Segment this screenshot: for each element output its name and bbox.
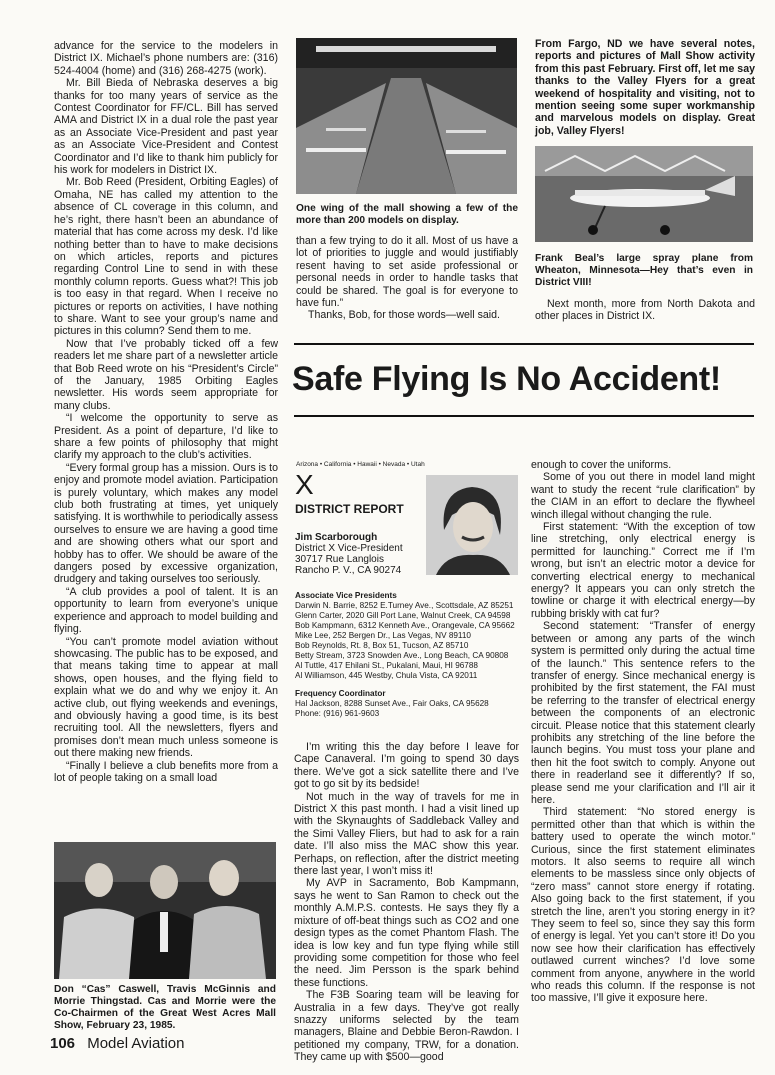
paragraph: “Every formal group has a mission. Ours is to enjoy and promote model aviation. Participation is purely voluntary, which makes any model club both frustrating at times, yet uniquely satisfying. It is worthwhile to periodically assess ourselves to ensure we are having a good time and are showing others what our sport and hobby has to offer. We should be aware of the dangers posed by excessive organization, drudgery and taking ourselves too seriously. — [54, 461, 278, 586]
frequency-heading: Frequency Coordinator — [295, 689, 386, 698]
photo-caption-three-men: Don “Cas” Caswell, Travis McGinnis and Morrie Thingstad. Cas and Morrie were the Co-Chairmen of the Great West Acres Mall Show, February 23, 1985. — [54, 984, 276, 1031]
column-3-outro — [535, 298, 755, 323]
avp-heading: Associate Vice Presidents — [295, 591, 397, 600]
paragraph: Next month, more from North Dakota and other places in District IX. — [535, 298, 755, 323]
avp-entry: Bob Reynolds, Rt. 8, Box 51, Tucson, AZ 85710 — [295, 641, 469, 650]
frequency-entry: Hal Jackson, 8288 Sunset Ave., Fair Oaks, CA 95628 — [295, 699, 489, 708]
headline-rule-top — [294, 343, 754, 345]
page-footer — [50, 1035, 185, 1052]
paragraph: I’m writing this the day before I leave for Cape Canaveral. I’m going to spend 30 days there. We’ve got a sick satellite there and I’ve got to go sit by its bedside! — [294, 741, 519, 791]
paragraph: enough to cover the uniforms. — [531, 459, 672, 471]
avp-list — [295, 591, 520, 719]
paragraph: “You can’t promote model aviation without showcasing. The public has to be exposed, and that means taking time to appear at mall shows, open houses, and the flying field to explain what we do and why we enjoy it. An active club, out flying weekends and evenings, and obviously having a good time, is its best recruiting tool. All the newsletters, flyers and promises don’t mean much unless someone is out there making new friends. — [54, 635, 278, 760]
column-1 — [54, 40, 278, 784]
portrait-jim-scarborough — [426, 475, 518, 575]
paragraph: From Fargo, ND we have several notes, reports and pictures of Mall Show activity from this past February. First off, let me say thanks to the Valley Flyers for a great weekend of hospitality and visiting, not to mention seeing some super workmanship and marvelous models on display. Great job, Valley Flyers! — [535, 38, 755, 137]
headline: Safe Flying Is No Accident! — [292, 360, 721, 398]
photo-three-men — [54, 842, 276, 979]
paragraph: than a few trying to do it all. Most of us have a lot of priorities to juggle and would justifiably resent having to set aside professional or personal needs in order to handle tasks that could be shared. The goal is for everyone to have fun.” — [296, 235, 518, 310]
vp-address-2: Rancho P. V., CA 90274 — [295, 565, 402, 576]
avp-entry: Betty Stream, 3723 Snowden Ave., Long Beach, CA 90808 — [295, 651, 509, 660]
paragraph: Now that I’ve probably ticked off a few readers let me share part of a newsletter article that Bob Reed wrote on his “President’s Circle” of the January, 1985 Orbiting Eagles newsletter. His words seem appropriate for many clubs. — [54, 337, 278, 412]
paragraph: My AVP in Sacramento, Bob Kampmann, says he went to San Ramon to check out the monthly A.M.P.S. contests. He says they fly a mixture of off-beat things such as CO2 and one design types as the comet Phantom Flash. The idea is low key and fun type flying while still providing some competition for those who feel the need. Jim Persson is the spark behind these functions. — [294, 877, 519, 989]
avp-entry: Al Williamson, 445 Westby, Chula Vista, CA 92011 — [295, 671, 478, 680]
vp-address-1: 30717 Rue Langlois — [295, 554, 384, 565]
district-numeral: X — [295, 469, 314, 500]
paragraph: advance for the service to the modelers in District IX. Michael’s phone numbers are: (316) 524-4004 (home) and (316) 268-4275 (work). — [54, 40, 278, 77]
paragraph: Mr. Bob Reed (President, Orbiting Eagles) of Omaha, NE has called my attention to the absence of CL coverage in this column, and he’s right, there hasn’t been an abundance of material that has come across my desk. I’d like nothing better than to have to make decisions on which articles, reports and pictures regarding Control Line to send in with these monthly column reports. Guess what?! This job is too easy in that regard. When I receive no pictures or reports on activities, I have nothing to share. Want to see your group’s name and pictures in this column? Send them to me. — [54, 176, 278, 338]
avp-entry: Glenn Carter, 2020 Gill Port Lane, Walnut Creek, CA 94598 — [295, 611, 511, 620]
paragraph: “A club provides a pool of talent. It is an opportunity to learn from everyone’s unique experience and approach to model building and flying. — [54, 585, 278, 636]
magazine-name: Model Aviation — [87, 1035, 185, 1052]
portrait-image — [426, 475, 518, 575]
photo-mall-wing — [296, 38, 517, 194]
paragraph: First statement: “With the exception of tow line stretching, only electrical energy is permitted for launching.” Correct me if I’m wrong, but isn’t an electric motor a device for converting electrical energy to mechanical energy? It appears you can only stretch the towline or charge it with electrical energy—by rubbing briskly with cat fur? — [531, 521, 755, 620]
photo-caption-spray-plane: Frank Beal’s large spray plane from Wheaton, Minnesota—Hey that’s even in District VIII! — [535, 253, 753, 288]
photo-spray-plane-image — [535, 146, 753, 242]
paragraph: Thanks, Bob, for those words—well said. — [308, 309, 500, 322]
paragraph: Mr. Bill Bieda of Nebraska deserves a big thanks for too many years of service as the Contest Coordinator for FF/CL. Bill has served AMA and District IX in a dual role the past year as an Associate Vice-President and past year as an Associate Vice-President and Contest Coordinator and I’d like to thank him publicly for his work for modelers in District IX. — [54, 77, 278, 177]
avp-entry: Al Tuttle, 417 Ehilani St., Pukalani, Maui, HI 96788 — [295, 661, 478, 670]
paragraph: “Finally I believe a club benefits more from a lot of people taking on a small load — [54, 759, 278, 784]
paragraph: Second statement: “Transfer of energy between or among any parts of the winch system is permitted only during the actual time of the launch.” This sentence refers to the transfer of energy. Since mechanical energy is prohibited by the first statement, the FAI must be referring to the transfer of electrical energy between the components of an electronic circuit. Please notice that this statement clearly prohibits any stretching of the line before the launch begins. You must toss your plane and then hit the foot switch to comply. Anyone out there in readerland see it differently? If so, please send me your clarification and I’ll air it here. — [531, 620, 755, 806]
vp-title: District X Vice-President — [295, 543, 403, 554]
district-states: Arizona • California • Hawaii • Nevada • Utah — [296, 461, 425, 468]
frequency-phone: Phone: (916) 961-9603 — [295, 709, 380, 718]
avp-entry: Darwin N. Barrie, 8252 E.Turney Ave., Scottsdale, AZ 85251 — [295, 601, 514, 610]
district-contact — [295, 532, 425, 576]
avp-entry: Mike Lee, 252 Bergen Dr., Las Vegas, NV 89110 — [295, 631, 471, 640]
paragraph: Not much in the way of travels for me in District X this past month. I had a visit lined up with the Skynaughts of Saddleback Valley and the Simi Valley Fliers, but had to ask for a rain date. I’ll also miss the MAC show this year. Perhaps, on reflection, after the district meeting there last year, I won’t miss it! — [294, 790, 519, 878]
page-number: 106 — [50, 1035, 76, 1052]
photo-spray-plane — [535, 146, 753, 242]
headline-rule-bottom — [294, 415, 754, 417]
paragraph: The F3B Soaring team will be leaving for Australia in a few days. They’ve got really snazzy uniforms selected by the team managers, Blaine and Debbie Beron-Rawdon. I petitioned my company, TRW, for a donation. They came up with $500—good — [294, 989, 519, 1064]
column-3-intro — [535, 38, 755, 137]
avp-entry: Bob Kampmann, 6312 Kenneth Ave., Orangevale, CA 95662 — [295, 621, 515, 630]
paragraph: “I welcome the opportunity to serve as President. As a point of departure, I’d like to share a few points of philosophy that might clarify my approach to the club’s activities. — [54, 412, 278, 462]
column-2-text — [296, 235, 518, 322]
photo-three-men-image — [54, 842, 276, 979]
photo-caption-mall: One wing of the mall showing a few of the more than 200 models on display. — [296, 203, 518, 226]
district-report-label: DISTRICT REPORT — [295, 502, 404, 516]
column-4 — [294, 741, 519, 1064]
column-5 — [531, 459, 755, 1005]
paragraph: Some of you out there in model land might want to study the recent “rule clarification” by the CIAM in an effort to declare the flywheel winch illegal without changing the rule. — [531, 471, 755, 521]
paragraph: Third statement: “No stored energy is permitted other than that which is within the battery used to operate the winch motor.” Curious, since the first statement eliminates motors. It also seems to require all winch elements to be massless since only objects of “zero mass” cannot store energy if rotating. Also going back to the first statement, if you stretch the line, aren’t you storing energy in it? They seem to feel so, since they say this form of energy is legal. Yet you can’t store it! Do you now see how their clarification has effectively outlawed current winches? I’d love some comment from anyone, anywhere in the world who reads this column. If the response is not too massive, I’ll give it exposure here. — [531, 806, 755, 1005]
vp-name: Jim Scarborough — [295, 532, 378, 543]
photo-mall-wing-image — [296, 38, 517, 194]
